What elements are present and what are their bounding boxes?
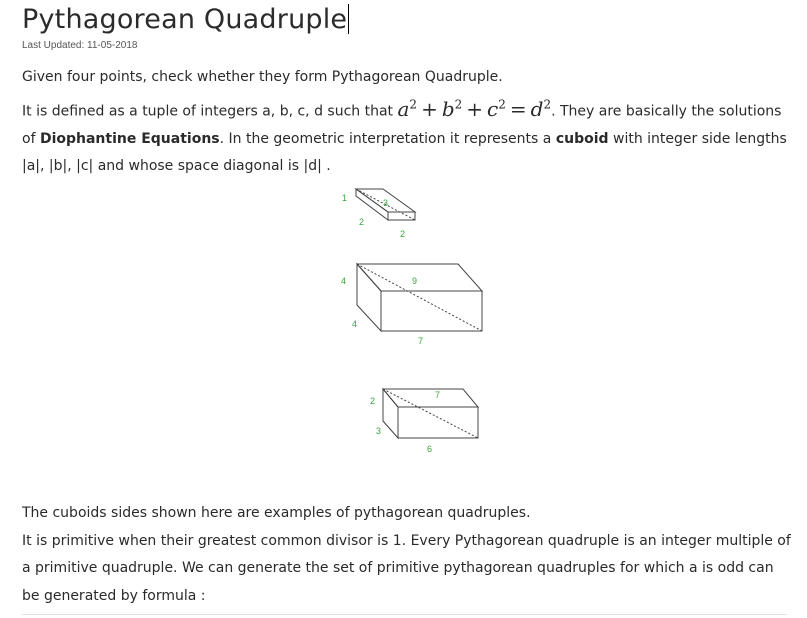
intro-paragraph: Given four points, check whether they form Pythagorean Quadruple. It is defined as a tuple of integers a, b, c, d such that $a^2 + b^2 + c^2 = d^2$. They are basically the solutions of Diophantine Equations. In the geometric interpretation it represents a cuboid with integer side lengths |a|, |b|, |c| and whose space diagonal is |d| . [22, 69, 787, 175]
intro-line-2-pre: It is defined as a tuple of integers a, b, c, d such that [22, 103, 398, 120]
body-paragraph [22, 500, 792, 610]
cuboid3-a: 2 [370, 396, 376, 406]
intro-line-2-post: . They are basically the solutions of [22, 103, 782, 147]
page-title-text: Pythagorean Quadruple [22, 4, 348, 35]
cuboids-figure [330, 185, 500, 460]
body-line-1: The cuboids sides shown here are examples of pythagorean quadruples. [22, 505, 531, 521]
cuboid1-d: 3 [383, 198, 389, 208]
section-divider [22, 614, 787, 615]
cuboid-term: cuboid [555, 130, 609, 147]
diophantine-link: Diophantine Equations [39, 130, 220, 147]
cuboid-4-4-7-9 [357, 264, 482, 331]
cuboid3-d: 7 [435, 390, 441, 400]
last-updated: Last Updated: 11-05-2018 [22, 40, 138, 51]
cuboid1-a: 1 [342, 193, 348, 203]
cuboid-2-3-6-7 [383, 389, 478, 438]
cuboid1-c: 2 [400, 229, 406, 239]
cuboid1-b: 2 [359, 217, 365, 227]
intro-line-1: Given four points, check whether they form Pythagorean Quadruple. [22, 69, 503, 85]
body-line-2: It is primitive when their greatest common divisor is 1. Every Pythagorean quadruple is an integer multiple of a primitive quadruple. We can generate the set of primitive pythagorean quadruples for which a is odd can be generated by formula : [22, 532, 791, 604]
equation: $a^2 + b^2 + c^2 = d^2$ [397, 97, 552, 122]
text-cursor [348, 4, 349, 34]
cuboid2-b: 4 [352, 319, 358, 329]
page-title [22, 4, 349, 35]
cuboid2-a: 4 [341, 276, 347, 286]
cuboid3-b: 3 [376, 426, 382, 436]
cuboid2-d: 9 [412, 276, 418, 286]
cuboid2-c: 7 [418, 336, 424, 346]
cuboid3-c: 6 [427, 444, 433, 454]
